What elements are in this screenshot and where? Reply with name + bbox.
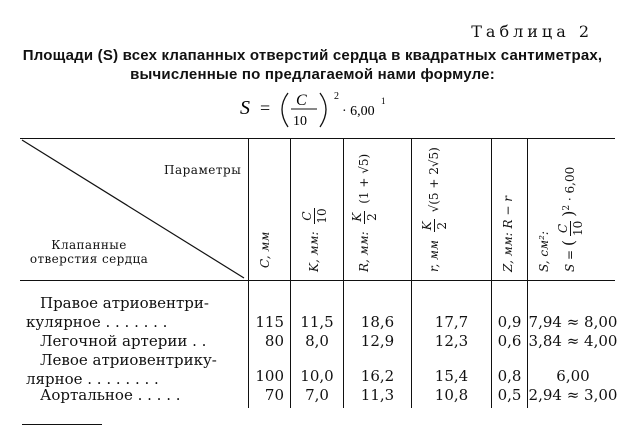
table-cell: 70	[264, 386, 284, 404]
row-name-line: лярное . . . . . . . .	[26, 370, 159, 388]
table-cell: 100	[255, 367, 284, 385]
header-col-z: Z, мм: R − r	[501, 196, 515, 272]
table-cell: 7,94 ≈ 8,00	[528, 313, 618, 331]
header-col-k	[300, 208, 329, 272]
column-divider	[343, 138, 344, 408]
header-col-s-pre: S, см²:	[537, 231, 551, 272]
row-name-line: кулярное . . . . . . .	[26, 313, 168, 331]
row-name-line: Аортальное . . . . .	[40, 386, 181, 404]
table-cell: 18,6	[360, 313, 395, 331]
table-cell: 12,9	[360, 332, 395, 350]
header-col-r-num: K	[420, 221, 434, 231]
header-col-c: C, мм	[258, 231, 272, 268]
column-divider	[248, 138, 249, 408]
row-name-line: Легочной артерии . .	[40, 332, 207, 350]
header-col-r-den: 2	[435, 221, 449, 230]
table-cell: 2,94 ≈ 3,00	[528, 386, 618, 404]
header-col-s-lhs: S =	[563, 246, 577, 272]
formula-num: C	[296, 92, 307, 109]
table-cell: 17,7	[434, 313, 469, 331]
header-col-s-formula: S = ( C 10 )$^2$ · 6,00	[556, 166, 585, 272]
header-col-R-pre: R, мм:	[357, 231, 371, 272]
formula-den: 10	[293, 114, 307, 129]
header-col-R-tail: (1 + √5)	[357, 153, 371, 204]
row-name-line: Правое атриовентри-	[40, 294, 209, 312]
header-col-s-num: C	[556, 221, 571, 236]
header-col-r-pre: r, мм	[427, 240, 441, 272]
header-col-s-tail: · 6,00	[563, 166, 577, 202]
header-col-k-den: 10	[315, 208, 329, 224]
table-cell: 0,8	[497, 367, 522, 385]
table-cell: 16,2	[360, 367, 395, 385]
header-col-R-den: 2	[365, 213, 379, 221]
table-cell: 7,0	[305, 386, 329, 404]
header-col-k-pre: K, мм:	[307, 231, 321, 272]
column-divider	[290, 138, 291, 408]
header-col-R	[350, 154, 379, 272]
formula-exp: 2	[334, 91, 339, 102]
area-formula	[0, 88, 625, 132]
header-col-k-num: C	[300, 208, 315, 223]
header-bottom-rule	[20, 280, 615, 281]
table-cell: 15,4	[434, 367, 469, 385]
header-col-r	[420, 147, 449, 272]
column-divider	[491, 138, 492, 408]
table-title: Площади (S) всех клапанных отверстий сердца в квадратных сантиметрах, вычисленные по предлагаемой нами формуле:	[22, 47, 603, 83]
row-name-line: Левое атриовентрику-	[40, 351, 217, 369]
formula-footnote: 1	[381, 96, 386, 106]
table-cell: 10,8	[434, 386, 469, 404]
header-col-s	[537, 231, 551, 272]
table-cell: 0,6	[497, 332, 522, 350]
table-cell: 11,3	[360, 386, 395, 404]
table-cell: 3,84 ≈ 4,00	[528, 332, 618, 350]
table-cell: 80	[264, 332, 284, 350]
table-cell: 0,5	[497, 386, 522, 404]
formula-eq: =	[260, 98, 271, 118]
table-cell: 115	[255, 313, 284, 331]
table-cell: 10,0	[300, 367, 334, 385]
header-col-s-den: 10	[571, 220, 585, 237]
header-col-r-tail: √(5 + 2√5)	[427, 147, 441, 213]
header-col-s-exp: 2	[562, 204, 572, 211]
header-valve-holes: Клапанные отверстия сердца	[29, 238, 149, 266]
header-col-R-num: K	[350, 212, 364, 222]
column-divider	[411, 138, 412, 408]
formula-lhs: S	[240, 97, 250, 119]
table-cell: 6,00	[556, 367, 590, 385]
footnote-rule	[22, 424, 102, 425]
formula-mult: · 6,00	[342, 104, 375, 119]
table-cell: 0,9	[497, 313, 522, 331]
table-label: Таблица 2	[471, 22, 593, 41]
table-cell: 11,5	[300, 313, 334, 331]
table-cell: 8,0	[305, 332, 329, 350]
table-cell: 12,3	[434, 332, 469, 350]
header-parameters: Параметры	[164, 163, 242, 177]
